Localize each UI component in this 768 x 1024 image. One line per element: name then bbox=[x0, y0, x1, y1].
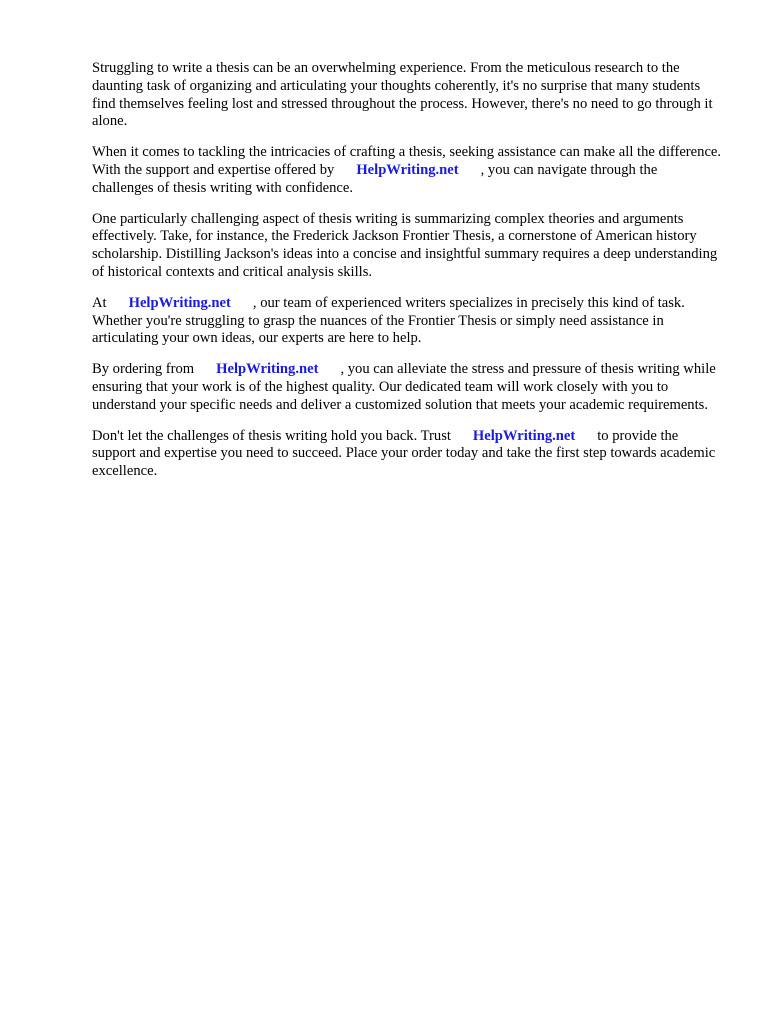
paragraph-team bbox=[92, 295, 722, 348]
paragraph-frontier-thesis-text: One particularly challenging aspect of thesis writing is summarizing complex theories and arguments effectively. Take, for instance, the Frederick Jackson Frontier Thesis, a cornerstone of American history scholarship. Distilling Jackson's ideas into a concise and insightful summary requires a deep understanding of historical contexts and critical analysis skills. bbox=[92, 210, 718, 280]
paragraph-team-text-before: At bbox=[92, 294, 107, 311]
paragraph-ordering-text-before: By ordering from bbox=[92, 361, 195, 378]
document-body bbox=[92, 60, 722, 494]
paragraph-team-text-after: , our team of experienced writers specializes in precisely this kind of task. Whether you're struggling to grasp the nuances of the Frontier Thesis or simply need assistance in articulating your own ideas, our experts are here to help. bbox=[92, 294, 685, 347]
paragraph-ordering-text-after: , you can alleviate the stress and pressure of thesis writing while ensuring that your work is of the highest quality. Our dedicated team will work closely with you to understand your specific needs and deliver a customized solution that meets your academic requirements. bbox=[92, 361, 716, 413]
paragraph-intro-text: Struggling to write a thesis can be an overwhelming experience. From the meticulous research to the daunting task of organizing and articulating your thoughts coherently, it's no surprise that many students find themselves feeling lost and stressed throughout the process. However, there's no need to go through it alone. bbox=[92, 60, 713, 130]
helpwriting-link[interactable]: HelpWriting.net bbox=[356, 161, 459, 178]
paragraph-assistance-text-after: , you can navigate through the challenges of thesis writing with confidence. bbox=[92, 161, 658, 196]
paragraph-intro bbox=[92, 60, 722, 131]
helpwriting-link[interactable]: HelpWriting.net bbox=[472, 427, 576, 444]
paragraph-ordering bbox=[92, 361, 722, 414]
paragraph-call-to-action-text-before: Don't let the challenges of thesis writing hold you back. Trust bbox=[92, 427, 451, 444]
helpwriting-link[interactable]: HelpWriting.net bbox=[216, 361, 319, 378]
paragraph-frontier-thesis bbox=[92, 211, 722, 282]
paragraph-assistance-text-before: When it comes to tackling the intricacies of crafting a thesis, seeking assistance can make all the difference. With the support and expertise offered by bbox=[92, 144, 722, 178]
paragraph-assistance bbox=[92, 144, 722, 197]
paragraph-call-to-action-text-after: to provide the support and expertise you need to succeed. Place your order today and take the first step towards academic excellence. bbox=[92, 427, 716, 480]
paragraph-call-to-action bbox=[92, 428, 722, 481]
helpwriting-link[interactable]: HelpWriting.net bbox=[128, 294, 231, 311]
